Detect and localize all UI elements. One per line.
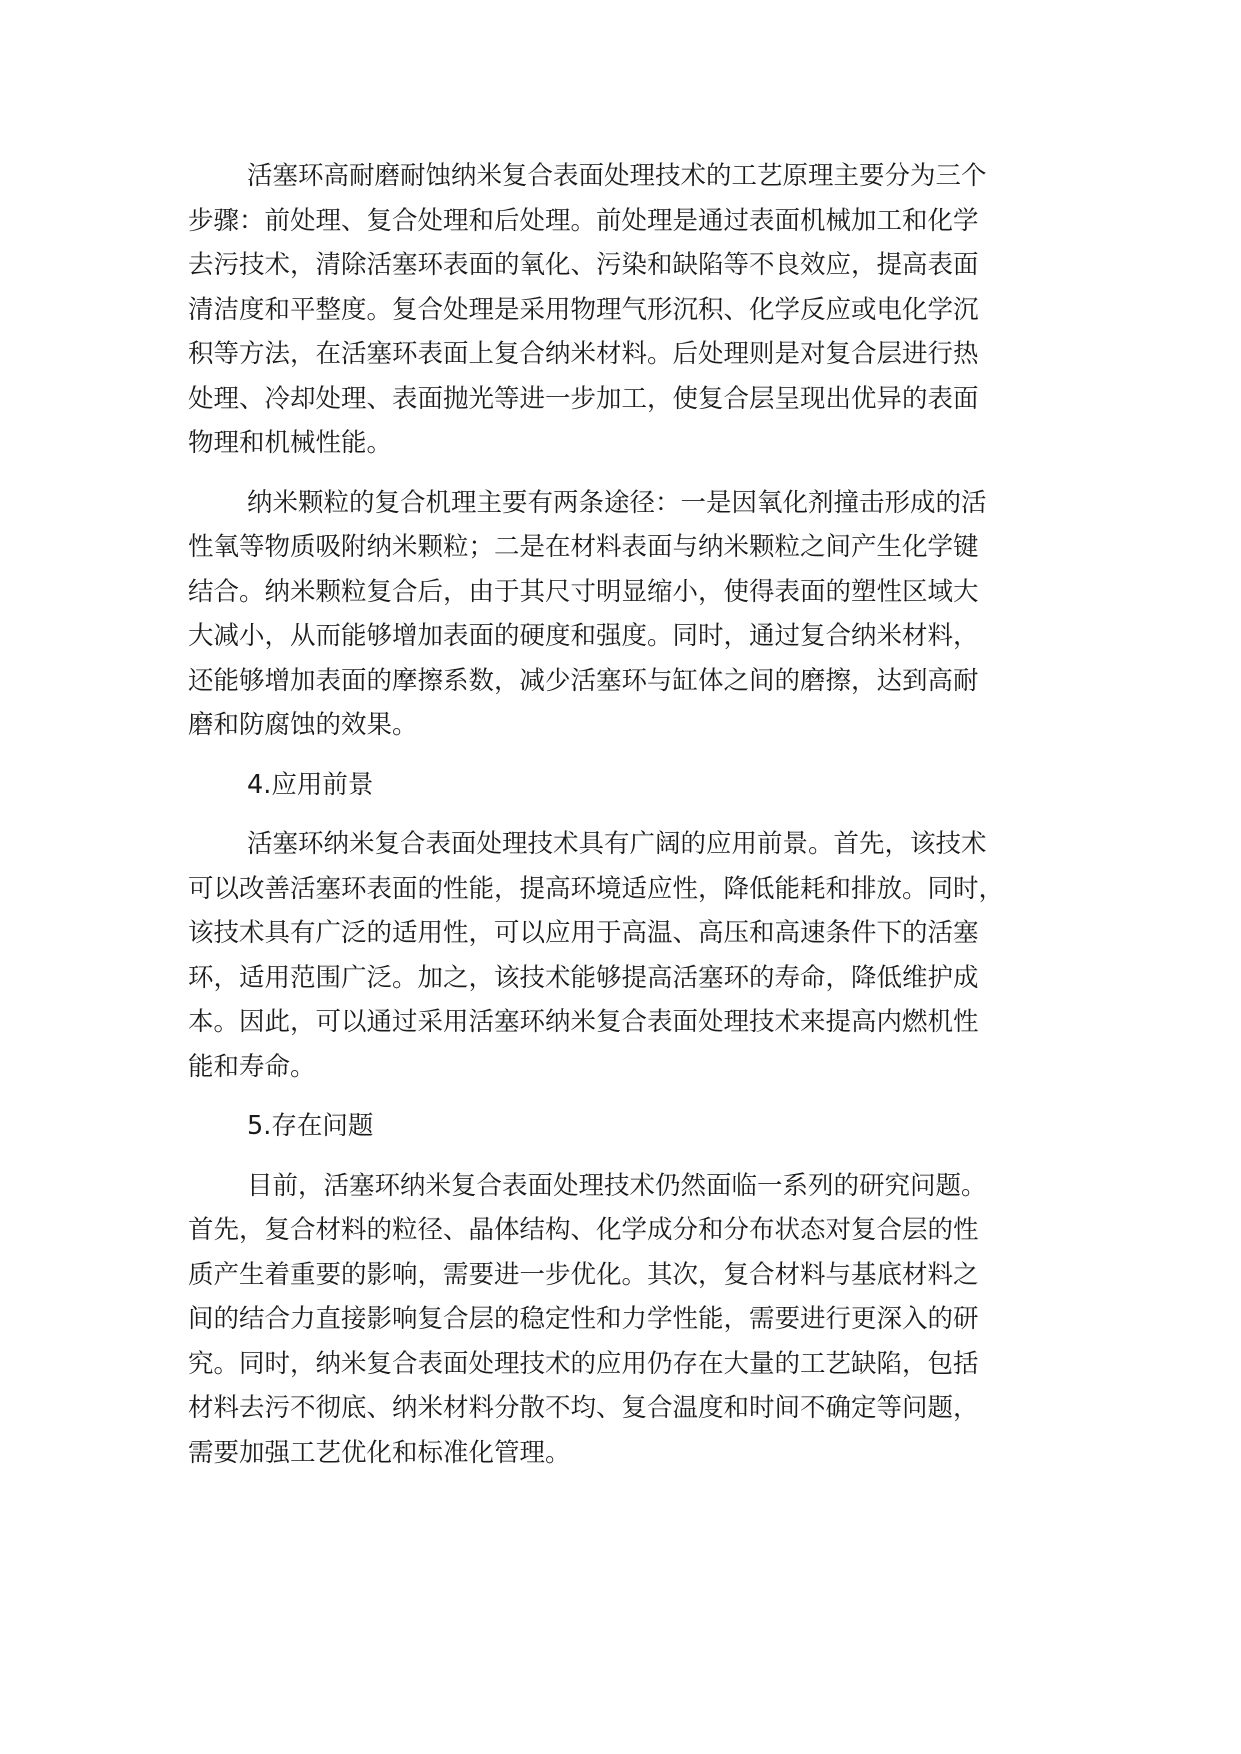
text-line: 究。同时，纳米复合表面处理技术的应用仍存在大量的工艺缺陷，包括: [188, 1348, 979, 1379]
text-line: 清洁度和平整度。复合处理是采用物理气形沉积、化学反应或电化学沉: [188, 294, 979, 325]
text-line: 材料去污不彻底、纳米材料分散不均、复合温度和时间不确定等问题，: [188, 1393, 979, 1423]
text-line: 环，适用范围广泛。加之，该技术能够提高活塞环的寿命，降低维护成: [188, 962, 979, 993]
text-line: 间的结合力直接影响复合层的稳定性和力学性能，需要进行更深入的研: [188, 1304, 979, 1334]
text-line: 本。因此，可以通过采用活塞环纳米复合表面处理技术来提高内燃机性: [188, 1007, 979, 1037]
text-line: 可以改善活塞环表面的性能，提高环境适应性，降低能耗和排放。同时，: [188, 873, 1005, 904]
text-line: 该技术具有广泛的适用性，可以应用于高温、高压和高速条件下的活塞: [188, 918, 979, 948]
text-line: 纳米颗粒的复合机理主要有两条途径：一是因氧化剂撞击形成的活: [247, 487, 987, 518]
text-line: 还能够增加表面的摩擦系数，减少活塞环与缸体之间的磨擦，达到高耐: [188, 665, 979, 696]
section-heading: 4.应用前景: [247, 769, 374, 800]
section-heading-application: [188, 763, 1073, 808]
text-line: 物理和机械性能。: [188, 428, 393, 458]
text-line: 大减小，从而能够增加表面的硬度和强度。同时，通过复合纳米材料，: [188, 621, 979, 651]
text-line: 活塞环纳米复合表面处理技术具有广阔的应用前景。首先，该技术: [247, 829, 987, 859]
text-line: 活塞环高耐磨耐蚀纳米复合表面处理技术的工艺原理主要分为三个: [247, 161, 987, 191]
text-line: 去污技术，清除活塞环表面的氧化、污染和缺陷等不良效应，提高表面: [188, 250, 979, 280]
text-line: 质产生着重要的影响，需要进一步优化。其次，复合材料与基底材料之: [188, 1259, 979, 1290]
paragraph-composite-mechanism: [188, 481, 1073, 748]
text-line: 首先，复合材料的粒径、晶体结构、化学成分和分布状态对复合层的性: [188, 1215, 979, 1245]
text-line: 磨和防腐蚀的效果。: [188, 710, 418, 740]
text-line: 能和寿命。: [188, 1051, 316, 1082]
paragraph-application-prospects: [188, 822, 1073, 1089]
paragraph-existing-problems: [188, 1164, 1073, 1476]
text-line: 处理、冷却处理、表面抛光等进一步加工，使复合层呈现出优异的表面: [188, 383, 979, 414]
section-heading-problems: [188, 1104, 1073, 1149]
section-heading: 5.存在问题: [247, 1111, 374, 1141]
text-line: 积等方法，在活塞环表面上复合纳米材料。后处理则是对复合层进行热: [188, 339, 979, 369]
text-line: 步骤：前处理、复合处理和后处理。前处理是通过表面机械加工和化学: [188, 205, 979, 236]
document-body: [188, 154, 1073, 1475]
text-line: 结合。纳米颗粒复合后，由于其尺寸明显缩小，使得表面的塑性区域大: [188, 576, 979, 607]
text-line: 性氧等物质吸附纳米颗粒；二是在材料表面与纳米颗粒之间产生化学键: [188, 532, 979, 562]
text-line: 目前，活塞环纳米复合表面处理技术仍然面临一系列的研究问题。: [247, 1170, 987, 1201]
paragraph-process-principle: [188, 154, 1073, 466]
text-line: 需要加强工艺优化和标准化管理。: [188, 1437, 571, 1468]
